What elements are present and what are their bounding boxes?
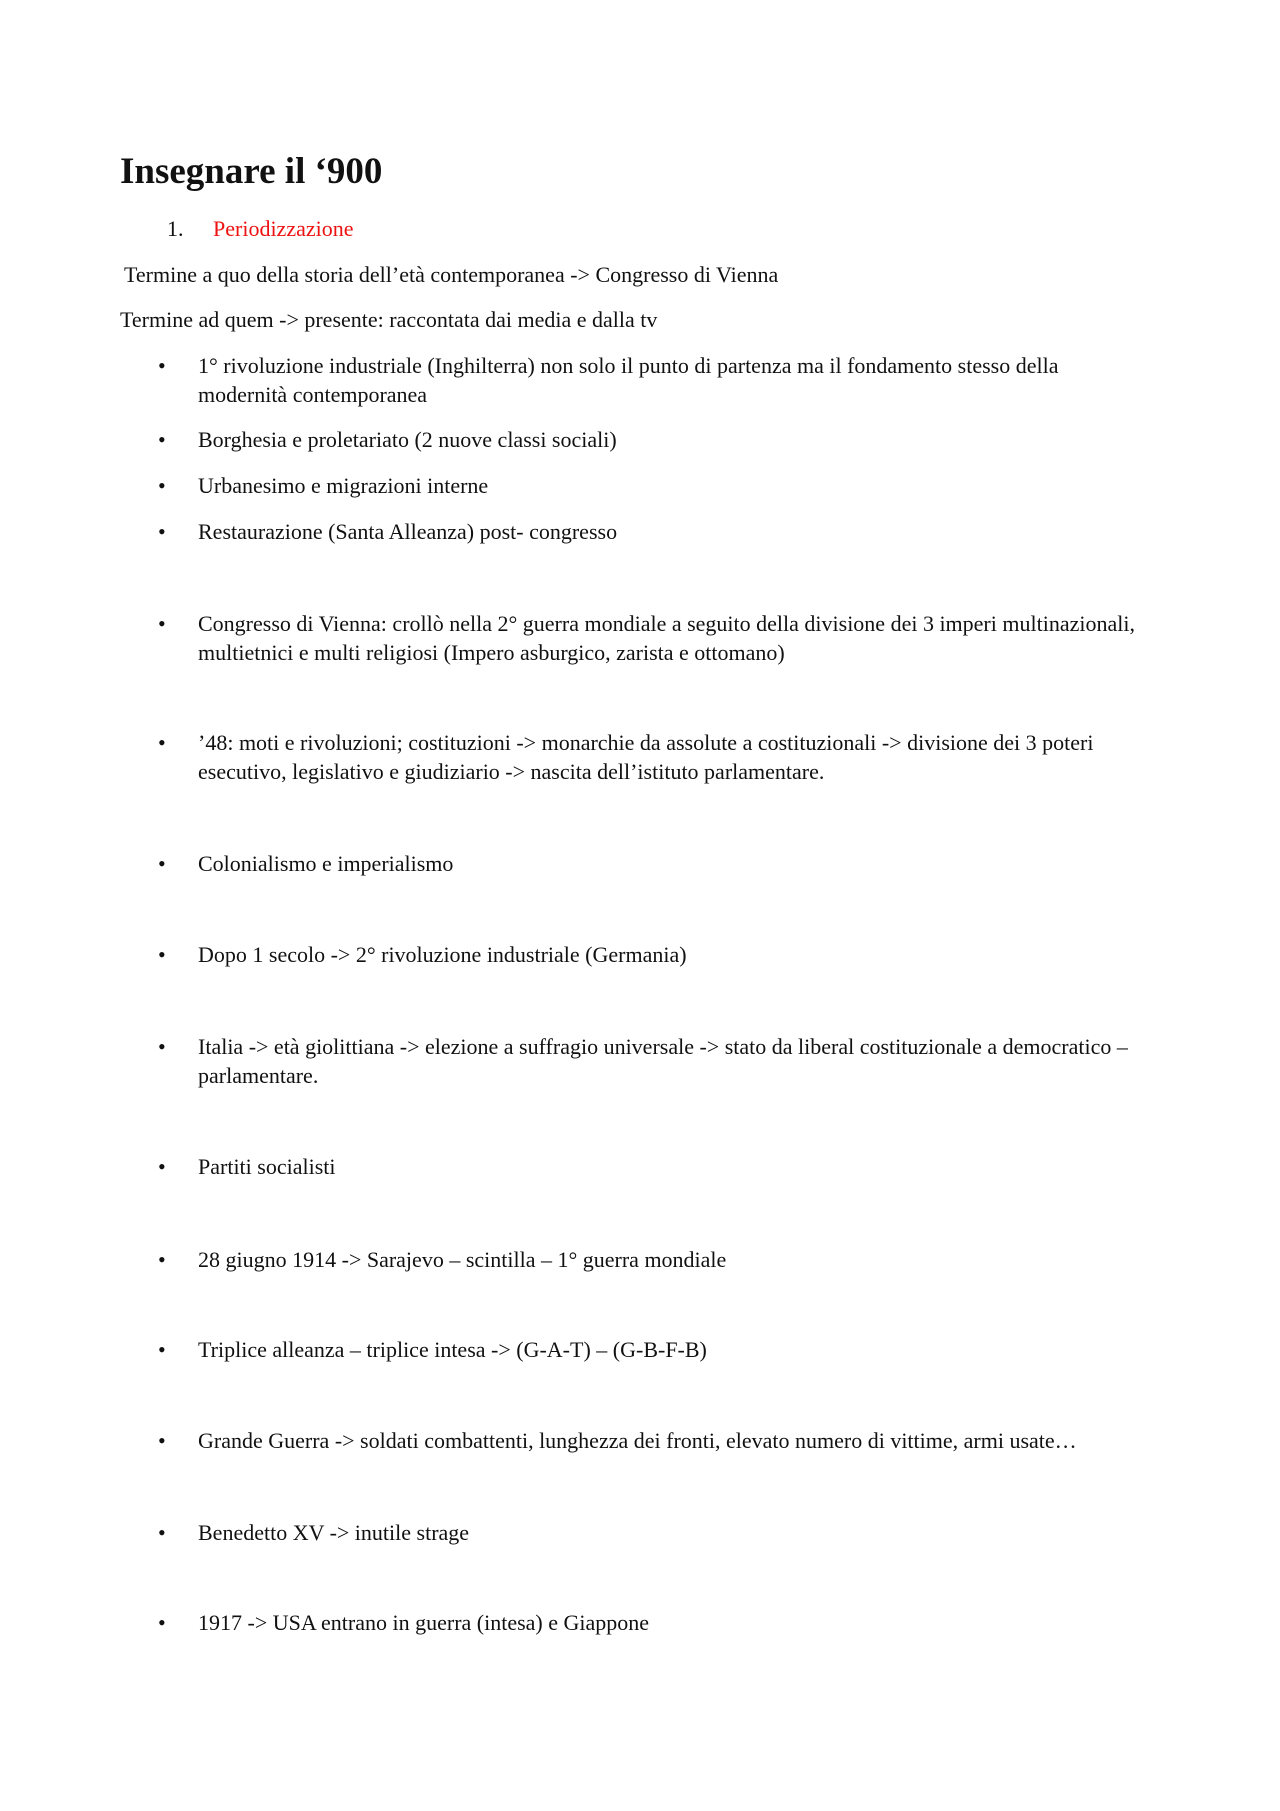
bullet-mark: • [158, 1337, 166, 1362]
bullet-mark: • [158, 353, 166, 378]
bullet-mark: • [158, 942, 166, 967]
bullet-mark: • [158, 1034, 166, 1059]
list-item-text: Restaurazione (Santa Alleanza) post- congresso [198, 519, 618, 544]
list-item [158, 351, 1148, 409]
bullet-mark: • [158, 851, 166, 876]
list-item-text: 28 giugno 1914 -> Sarajevo – scintilla – 1° guerra mondiale [198, 1247, 727, 1272]
list-item-text: Dopo 1 secolo -> 2° rivoluzione industriale (Germania) [198, 942, 687, 967]
list-item [158, 1245, 1148, 1274]
bullet-mark: • [158, 1428, 166, 1453]
list-item-text: Borghesia e proletariato (2 nuove classi sociali) [198, 427, 617, 452]
list-item [158, 425, 1148, 454]
list-item [158, 609, 1148, 667]
list-item [158, 517, 1148, 546]
list-item-text: Colonialismo e imperialismo [198, 851, 454, 876]
list-item [158, 471, 1148, 500]
list-item [158, 1032, 1148, 1090]
list-item-text: ’48: moti e rivoluzioni; costituzioni -> monarchie da assolute a costituzionali -> divisione dei 3 poteri esecutivo, legislativo e giudiziario -> nascita dell’istituto parlamentare. [198, 730, 1094, 784]
bullet-mark: • [158, 1610, 166, 1635]
list-number: 1. [167, 216, 184, 241]
list-item-text: Congresso di Vienna: crollò nella 2° guerra mondiale a seguito della divisione dei 3 imperi multinazionali, multietnici e multi religiosi (Impero asburgico, zarista e ottomano) [198, 611, 1135, 665]
list-item-text: Triplice alleanza – triplice intesa -> (G-A-T) – (G-B-F-B) [198, 1337, 707, 1362]
list-item [158, 1518, 1148, 1547]
list-item-text: 1° rivoluzione industriale (Inghilterra) non solo il punto di partenza ma il fondamento stesso della modernità contemporanea [198, 353, 1059, 407]
list-item [158, 1426, 1148, 1455]
bullet-mark: • [158, 611, 166, 636]
list-item-text: Italia -> età giolittiana -> elezione a suffragio universale -> stato da liberal costituzionale a democratico – parlamentare. [198, 1034, 1128, 1088]
bullet-mark: • [158, 1154, 166, 1179]
bullet-mark: • [158, 519, 166, 544]
bullet-mark: • [158, 473, 166, 498]
paragraph-terminus-ad-quem: Termine ad quem -> presente: raccontata dai media e dalla tv [120, 307, 658, 332]
list-item [158, 940, 1148, 969]
list-item-text: Benedetto XV -> inutile strage [198, 1520, 470, 1545]
section-label: Periodizzazione [213, 216, 354, 241]
bullet-mark: • [158, 730, 166, 755]
document-title: Insegnare il ‘900 [120, 151, 383, 192]
bullet-mark: • [158, 427, 166, 452]
paragraph-terminus-a-quo: Termine a quo della storia dell’età contemporanea -> Congresso di Vienna [124, 262, 779, 287]
list-item [158, 1335, 1148, 1364]
list-item [158, 1152, 1148, 1181]
list-item-text: 1917 -> USA entrano in guerra (intesa) e Giappone [198, 1610, 650, 1635]
bullet-mark: • [158, 1520, 166, 1545]
list-item-text: Grande Guerra -> soldati combattenti, lunghezza dei fronti, elevato numero di vittime, armi usate… [198, 1428, 1077, 1453]
list-item-text: Partiti socialisti [198, 1154, 336, 1179]
numbered-heading [167, 215, 354, 243]
list-item [158, 849, 1148, 878]
list-item [158, 728, 1148, 786]
list-item-text: Urbanesimo e migrazioni interne [198, 473, 489, 498]
bullet-mark: • [158, 1247, 166, 1272]
list-item [158, 1608, 1148, 1637]
